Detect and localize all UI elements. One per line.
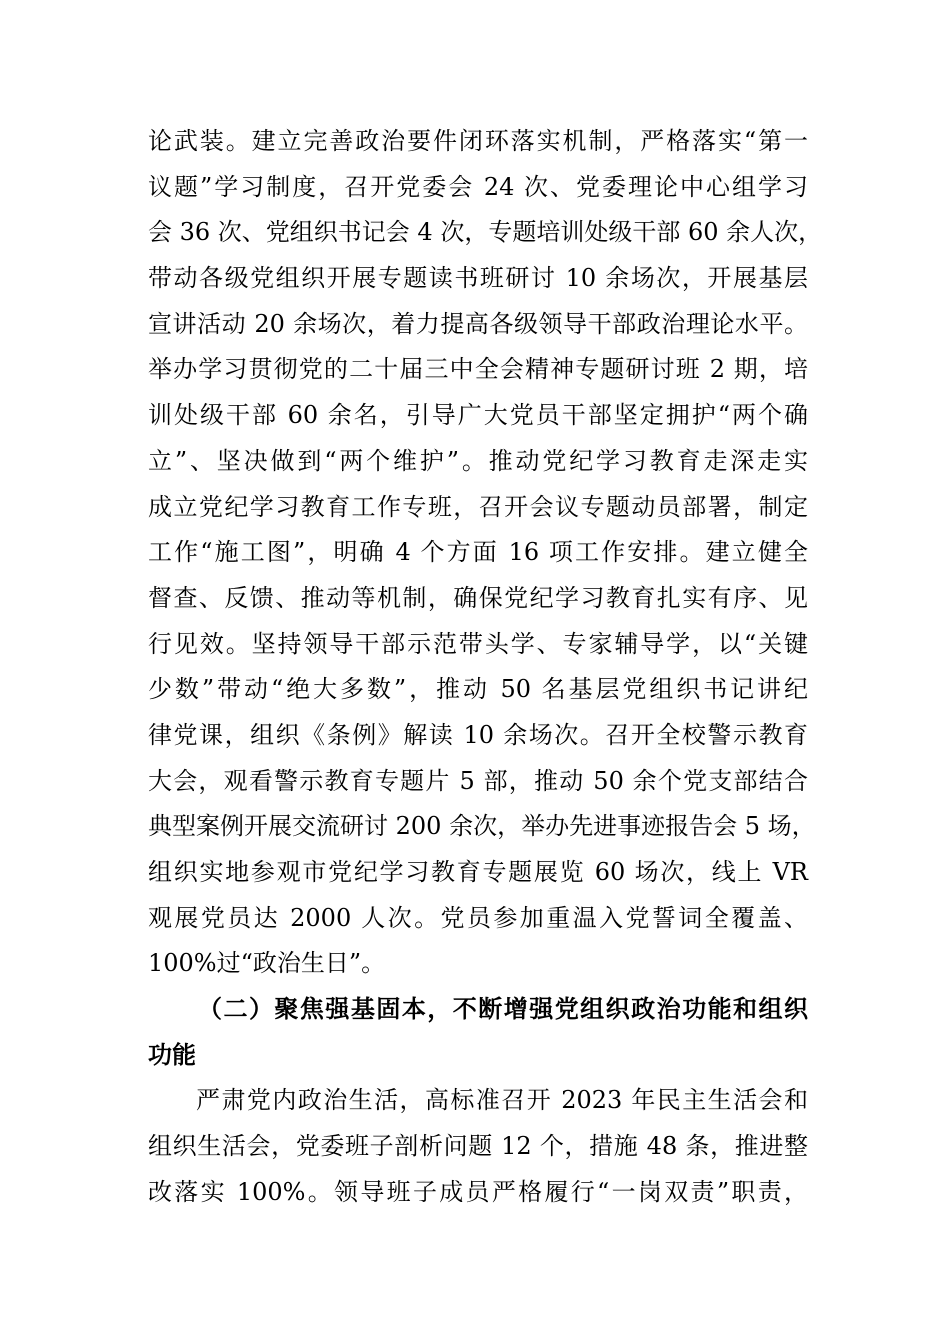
text-line: 立”、坚决做到“两个维护”。推动党纪学习教育走深走实 — [148, 446, 808, 475]
section-heading — [148, 987, 808, 1078]
text-line: 训处级干部 60 余名，引导广大党员干部坚定拥护“两个确 — [148, 401, 808, 430]
text-line: 成立党纪学习教育工作专班，召开会议专题动员部署，制定 — [148, 492, 808, 521]
text-line: 会 36 次、党组织书记会 4 次，专题培训处级干部 60 余人次， — [148, 218, 823, 247]
text-line: 带动各级党组织开展专题读书班研讨 10 余场次，开展基层 — [148, 264, 808, 293]
text-line: 论武装。建立完善政治要件闭环落实机制，严格落实“第一 — [148, 127, 808, 155]
text-line: 典型案例开展交流研讨 200 余次，举办先进事迹报告会 5 场， — [148, 812, 816, 841]
text-line: 组织实地参观市党纪学习教育专题展览 60 场次，线上 VR — [148, 858, 808, 886]
text-line: 大会，观看警示教育专题片 5 部，推动 50 余个党支部结合 — [148, 766, 808, 795]
heading-line: （二）聚焦强基固本，不断增强党组织政治功能和组织 — [198, 995, 808, 1024]
text-line: 观展党员达 2000 人次。党员参加重温入党誓词全覆盖、 — [148, 903, 808, 932]
text-line: 督查、反馈、推动等机制，确保党纪学习教育扎实有序、见 — [148, 583, 808, 612]
text-line: 举办学习贯彻党的二十届三中全会精神专题研讨班 2 期，培 — [148, 355, 808, 384]
text-line: 改落实 100%。领导班子成员严格履行“一岗双责”职责， — [148, 1177, 808, 1206]
paragraph-political-life — [148, 1078, 808, 1215]
body-text — [148, 119, 823, 1216]
heading-line: 功能 — [148, 1040, 196, 1069]
text-line: 严肃党内政治生活，高标准召开 2023 年民主生活会和 — [196, 1086, 808, 1115]
text-line: 工作“施工图”，明确 4 个方面 16 项工作安排。建立健全 — [148, 538, 808, 567]
paragraph-theory-study — [148, 119, 823, 987]
text-line: 行见效。坚持领导干部示范带头学、专家辅导学，以“关键 — [148, 629, 808, 658]
text-line: 100%过“政治生日”。 — [148, 949, 386, 978]
text-line: 宣讲活动 20 余场次，着力提高各级领导干部政治理论水平。 — [148, 309, 808, 338]
text-line: 少数”带动“绝大多数”，推动 50 名基层党组织书记讲纪 — [148, 675, 808, 704]
text-line: 组织生活会，党委班子剖析问题 12 个，措施 48 条，推进整 — [148, 1132, 808, 1161]
text-line: 议题”学习制度，召开党委会 24 次、党委理论中心组学习 — [148, 172, 808, 201]
text-line: 律党课，组织《条例》解读 10 余场次。召开全校警示教育 — [148, 720, 808, 749]
